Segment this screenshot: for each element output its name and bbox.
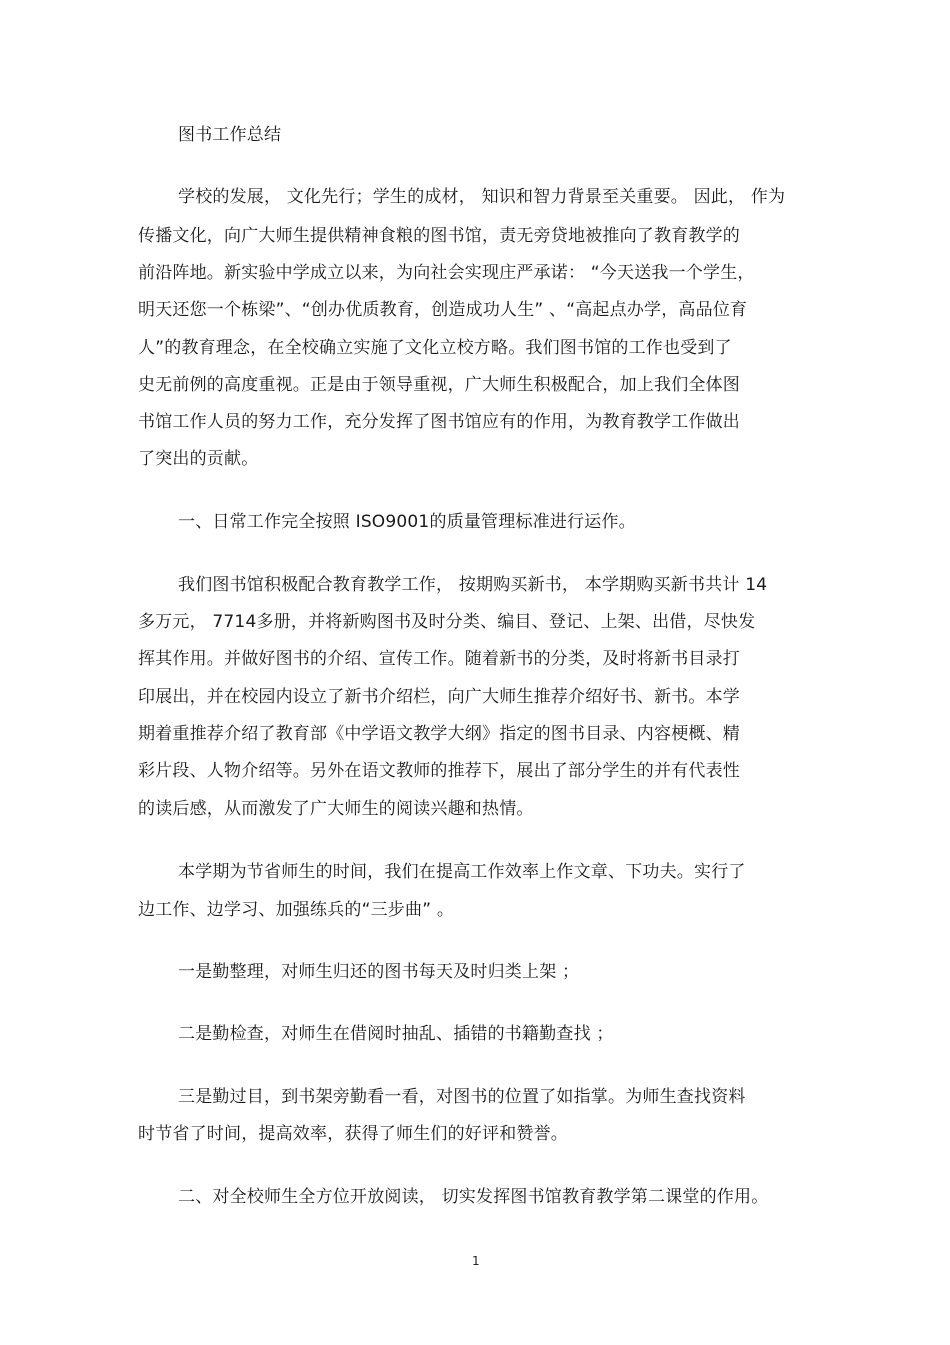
paragraph-2-line-4: 印展出，并在校园内设立了新书介绍栏，向广大师生推荐介绍好书、新书。本学: [138, 687, 740, 707]
paragraph-3-line-1: 本学期为节省师生的时间，我们在提高工作效率上作文章、下功夫。实行了: [178, 862, 746, 882]
paragraph-2-line-7: 的读后感，从而激发了广大师生的阅读兴趣和热情。: [138, 799, 534, 819]
paragraph-1-line-1: 学校的发展， 文化先行；学生的成材， 知识和智力背景至关重要。 因此， 作为: [178, 187, 786, 207]
paragraph-2-line-6: 彩片段、人物介绍等。另外在语文教师的推荐下，展出了部分学生的并有代表性: [138, 761, 740, 781]
paragraph-1-line-3: 前沿阵地。新实验中学成立以来，为向社会实现庄严承诺： “今天送我一个学生，: [138, 263, 755, 283]
paragraph-2-line-3: 挥其作用。并做好图书的介绍、宣传工作。随着新书的分类，及时将新书目录打: [138, 649, 740, 669]
paragraph-1-line-5: 人”的教育理念，在全校确立实施了文化立校方略。我们图书馆的工作也受到了: [138, 338, 732, 358]
step-2: 二是勤检查，对师生在借阅时抽乱、插错的书籍勤查找 ；: [178, 1024, 614, 1044]
paragraph-1-line-6: 史无前例的高度重视。正是由于领导重视，广大师生积极配合，加上我们全体图: [138, 375, 740, 395]
section-2-heading: 二、对全校师生全方位开放阅读， 切实发挥图书馆教育教学第二课堂的作用。: [178, 1187, 769, 1207]
step-3-line-2: 时节省了时间，提高效率，获得了师生们的好评和赞誉。: [138, 1124, 568, 1144]
step-3-line-1: 三是勤过目，到书架旁勤看一看，对图书的位置了如指掌。为师生查找资料: [178, 1087, 746, 1107]
page-number: 1: [472, 1254, 480, 1268]
paragraph-3-line-2: 边工作、边学习、加强练兵的“三步曲” 。: [138, 900, 455, 920]
paragraph-1-line-2: 传播文化，向广大师生提供精神食粮的图书馆，责无旁贷地被推向了教育教学的: [138, 226, 740, 246]
paragraph-1-line-4: 明天还您一个栋梁”、“创办优质教育，创造成功人生” 、“高起点办学，高品位育: [138, 300, 748, 320]
paragraph-2-line-2: 多万元， 7714多册，并将新购图书及时分类、编目、登记、上架、出借，尽快发: [138, 612, 756, 632]
section-1-heading: 一、日常工作完全按照 ISO9001的质量管理标准进行运作。: [178, 512, 636, 532]
paragraph-2-line-1: 我们图书馆积极配合教育教学工作， 按期购买新书， 本学期购买新书共计 14: [178, 575, 768, 595]
paragraph-1-line-8: 了突出的贡献。: [138, 449, 259, 469]
step-1: 一是勤整理，对师生归还的图书每天及时归类上架 ；: [178, 962, 580, 982]
paragraph-1-line-7: 书馆工作人员的努力工作，充分发挥了图书馆应有的作用，为教育教学工作做出: [138, 412, 740, 432]
document-title: 图书工作总结: [178, 125, 282, 145]
paragraph-2-line-5: 期着重推荐介绍了教育部《中学语文教学大纲》指定的图书目录、内容梗概、精: [138, 724, 740, 744]
